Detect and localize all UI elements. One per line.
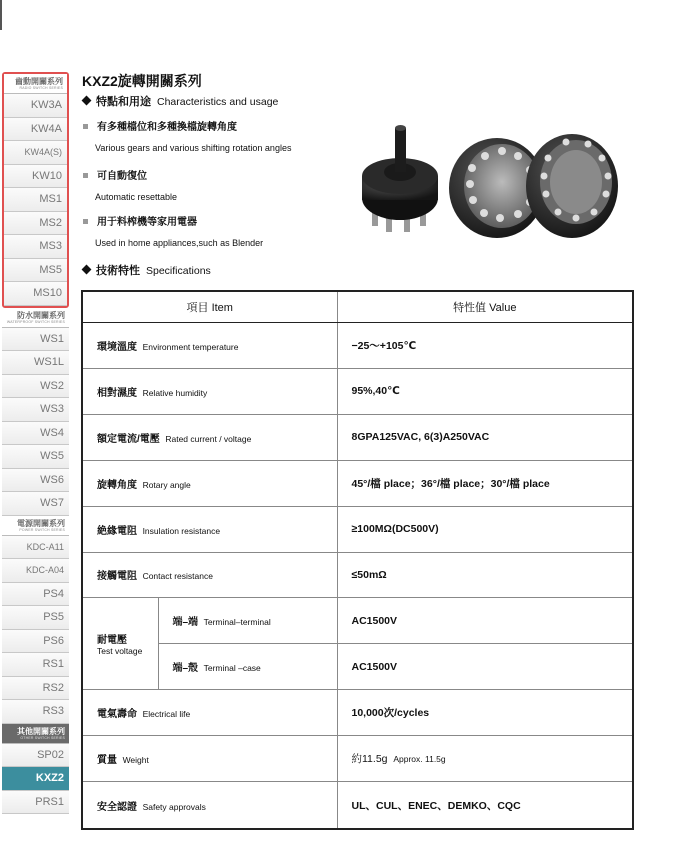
- label-en: Rated current / voltage: [165, 433, 252, 444]
- sidebar-item-ws5[interactable]: WS5: [2, 445, 69, 469]
- table-row: [82, 598, 633, 644]
- sidebar-group-heading: [4, 74, 67, 94]
- row-label: [82, 736, 337, 782]
- sidebar-item-ms10[interactable]: MS10: [4, 282, 67, 306]
- label-cn: 質量: [97, 755, 117, 767]
- product-photo: [352, 118, 622, 243]
- label-en: Relative humidity: [142, 387, 208, 398]
- row-label: [82, 552, 337, 598]
- row-value: 10,000次/cycles: [337, 690, 633, 736]
- table-row: [82, 460, 633, 506]
- section-title-en: Specifications: [146, 265, 211, 277]
- sidebar-item-ms1[interactable]: MS1: [4, 188, 67, 212]
- label-en: Safety approvals: [142, 801, 206, 812]
- rotary-switch-front-icon: [362, 125, 438, 232]
- sidebar-item-ps6[interactable]: PS6: [2, 630, 69, 654]
- row-label: [82, 323, 337, 369]
- sidebar-item-ms3[interactable]: MS3: [4, 235, 67, 259]
- table-row: [82, 644, 633, 690]
- group-title-cn: 電源開關系列: [17, 518, 65, 528]
- sidebar-item-kdc-a11[interactable]: KDC-A11: [2, 536, 69, 560]
- row-value: ≤50mΩ: [337, 552, 633, 598]
- table-row: [82, 782, 633, 829]
- feature-cn: 用于料榨機等家用電器: [97, 217, 197, 228]
- series-sidebar: [2, 72, 69, 814]
- label-en: Terminal –case: [203, 663, 261, 674]
- sidebar-item-prs1[interactable]: PRS1: [2, 791, 69, 815]
- sidebar-item-ws1[interactable]: WS1: [2, 328, 69, 352]
- rotary-switch-label-icon: [526, 134, 618, 238]
- value-en: Approx. 11.5g: [393, 754, 446, 765]
- label-en: Electrical life: [142, 709, 191, 720]
- feature-item: [80, 118, 237, 133]
- sidebar-group-other: [2, 724, 69, 815]
- sidebar-item-sp02[interactable]: SP02: [2, 744, 69, 768]
- header-item: 項目 Item: [82, 291, 337, 323]
- sidebar-item-ws1l[interactable]: WS1L: [2, 351, 69, 375]
- label-cn: 耐電壓: [97, 635, 127, 647]
- row-label: [82, 460, 337, 506]
- page-title: KXZ2旋轉開關系列: [82, 73, 202, 89]
- label-en: Rotary angle: [142, 479, 191, 490]
- sidebar-item-ws4[interactable]: WS4: [2, 422, 69, 446]
- sidebar-group-radio: [2, 72, 69, 308]
- table-header-row: [82, 291, 633, 323]
- group-title-cn: 其他開關系列: [17, 726, 65, 736]
- label-cn: 端–端: [172, 617, 199, 629]
- section-heading-specs: [80, 262, 211, 278]
- group-title-en: POWER SWITCH SERIES: [19, 527, 65, 532]
- sidebar-item-ps4[interactable]: PS4: [2, 583, 69, 607]
- section-heading-usage: [80, 93, 278, 109]
- margin-rule: [0, 0, 2, 30]
- sidebar-item-ws6[interactable]: WS6: [2, 469, 69, 493]
- sidebar-item-ps5[interactable]: PS5: [2, 606, 69, 630]
- feature-cn: 可自動復位: [97, 171, 147, 182]
- table-row: [82, 736, 633, 782]
- header-value: 特性值 Value: [337, 291, 633, 323]
- sidebar-group-heading: [2, 516, 69, 536]
- sub-label: [158, 598, 337, 644]
- label-en: Insulation resistance: [142, 525, 221, 536]
- label-cn: 相對濕度: [97, 387, 137, 399]
- row-value: 45°/檔 place；36°/檔 place；30°/檔 place: [337, 460, 633, 506]
- group-title-cn: 齒動開關系列: [15, 77, 63, 86]
- diamond-bullet-icon: [82, 96, 92, 106]
- table-row: [82, 368, 633, 414]
- label-en: Test voltage: [97, 646, 143, 657]
- label-cn: 環境溫度: [97, 341, 137, 353]
- feature-cn: 有多種檔位和多種換檔旋轉角度: [97, 122, 237, 133]
- row-value: 95%,40℃: [337, 368, 633, 414]
- square-bullet-icon: [83, 219, 88, 224]
- square-bullet-icon: [83, 124, 88, 129]
- sidebar-item-rs1[interactable]: RS1: [2, 653, 69, 677]
- feature-en: Used in home appliances,such as Blender: [95, 238, 264, 248]
- feature-item: [80, 167, 147, 182]
- sidebar-item-kdc-a04[interactable]: KDC-A04: [2, 559, 69, 583]
- group-title-en: OTHER SWITCH SERIES: [20, 735, 65, 740]
- sidebar-item-kw4a[interactable]: KW4A: [4, 118, 67, 142]
- value-cn: 約11.5g: [351, 753, 388, 766]
- row-label: [82, 690, 337, 736]
- group-title-cn: 防水開關系列: [17, 310, 65, 320]
- sidebar-item-rs3[interactable]: RS3: [2, 700, 69, 724]
- table-row: [82, 506, 633, 552]
- row-value: AC1500V: [337, 598, 633, 644]
- sidebar-item-kw3a[interactable]: KW3A: [4, 94, 67, 118]
- table-row: [82, 414, 633, 460]
- label-cn: 安全認證: [97, 801, 137, 813]
- label-en: Weight: [122, 755, 149, 766]
- section-title-cn: 技術特性: [96, 265, 140, 277]
- feature-en: Various gears and various shifting rotation angles: [95, 143, 292, 153]
- test-voltage-label: [82, 598, 158, 690]
- sidebar-item-kxz2[interactable]: KXZ2: [2, 767, 69, 791]
- feature-item: [80, 213, 197, 228]
- group-title-en: WATERPROOF SWITCH SERIES: [6, 319, 65, 324]
- label-en: Terminal–terminal: [203, 617, 271, 628]
- label-cn: 電氣壽命: [97, 709, 137, 721]
- sidebar-item-kw10[interactable]: KW10: [4, 165, 67, 189]
- table-row: [82, 690, 633, 736]
- section-title-cn: 特點和用途: [96, 96, 151, 108]
- label-en: Environment temperature: [142, 341, 239, 352]
- row-label: [82, 782, 337, 829]
- row-value: UL、CUL、ENEC、DEMKO、CQC: [337, 782, 633, 829]
- row-value: 8GPA125VAC, 6(3)A250VAC: [337, 414, 633, 460]
- label-cn: 端–殼: [172, 663, 199, 675]
- table-row: [82, 552, 633, 598]
- sidebar-group-waterproof: [2, 308, 69, 516]
- row-value: [337, 736, 633, 782]
- sidebar-group-power: [2, 516, 69, 724]
- sidebar-item-ms2[interactable]: MS2: [4, 212, 67, 236]
- section-title-en: Characteristics and usage: [157, 96, 279, 108]
- sidebar-item-ms5[interactable]: MS5: [4, 259, 67, 283]
- row-value: ≥100MΩ(DC500V): [337, 506, 633, 552]
- row-value: AC1500V: [337, 644, 633, 690]
- row-value: −25～+105℃: [337, 323, 633, 369]
- label-en: Contact resistance: [142, 571, 213, 582]
- table-row: [82, 323, 633, 369]
- row-label: [82, 368, 337, 414]
- group-title-en: RADIO SWITCH SERIES: [19, 86, 63, 90]
- feature-en: Automatic resettable: [95, 192, 178, 202]
- sidebar-item-kw4a-s[interactable]: KW4A(S): [4, 141, 67, 165]
- sidebar-item-ws7[interactable]: WS7: [2, 492, 69, 516]
- sidebar-group-heading: [2, 308, 69, 328]
- row-label: [82, 414, 337, 460]
- sub-label: [158, 644, 337, 690]
- sidebar-item-rs2[interactable]: RS2: [2, 677, 69, 701]
- label-cn: 旋轉角度: [97, 479, 137, 491]
- label-cn: 額定電流/電壓: [97, 433, 160, 445]
- label-cn: 絶緣電阻: [97, 525, 137, 537]
- sidebar-item-ws3[interactable]: WS3: [2, 398, 69, 422]
- label-cn: 接觸電阻: [97, 571, 137, 583]
- sidebar-group-heading: [2, 724, 69, 744]
- row-label: [82, 506, 337, 552]
- diamond-bullet-icon: [82, 265, 92, 275]
- square-bullet-icon: [83, 173, 88, 178]
- sidebar-item-ws2[interactable]: WS2: [2, 375, 69, 399]
- specification-table: [81, 290, 634, 830]
